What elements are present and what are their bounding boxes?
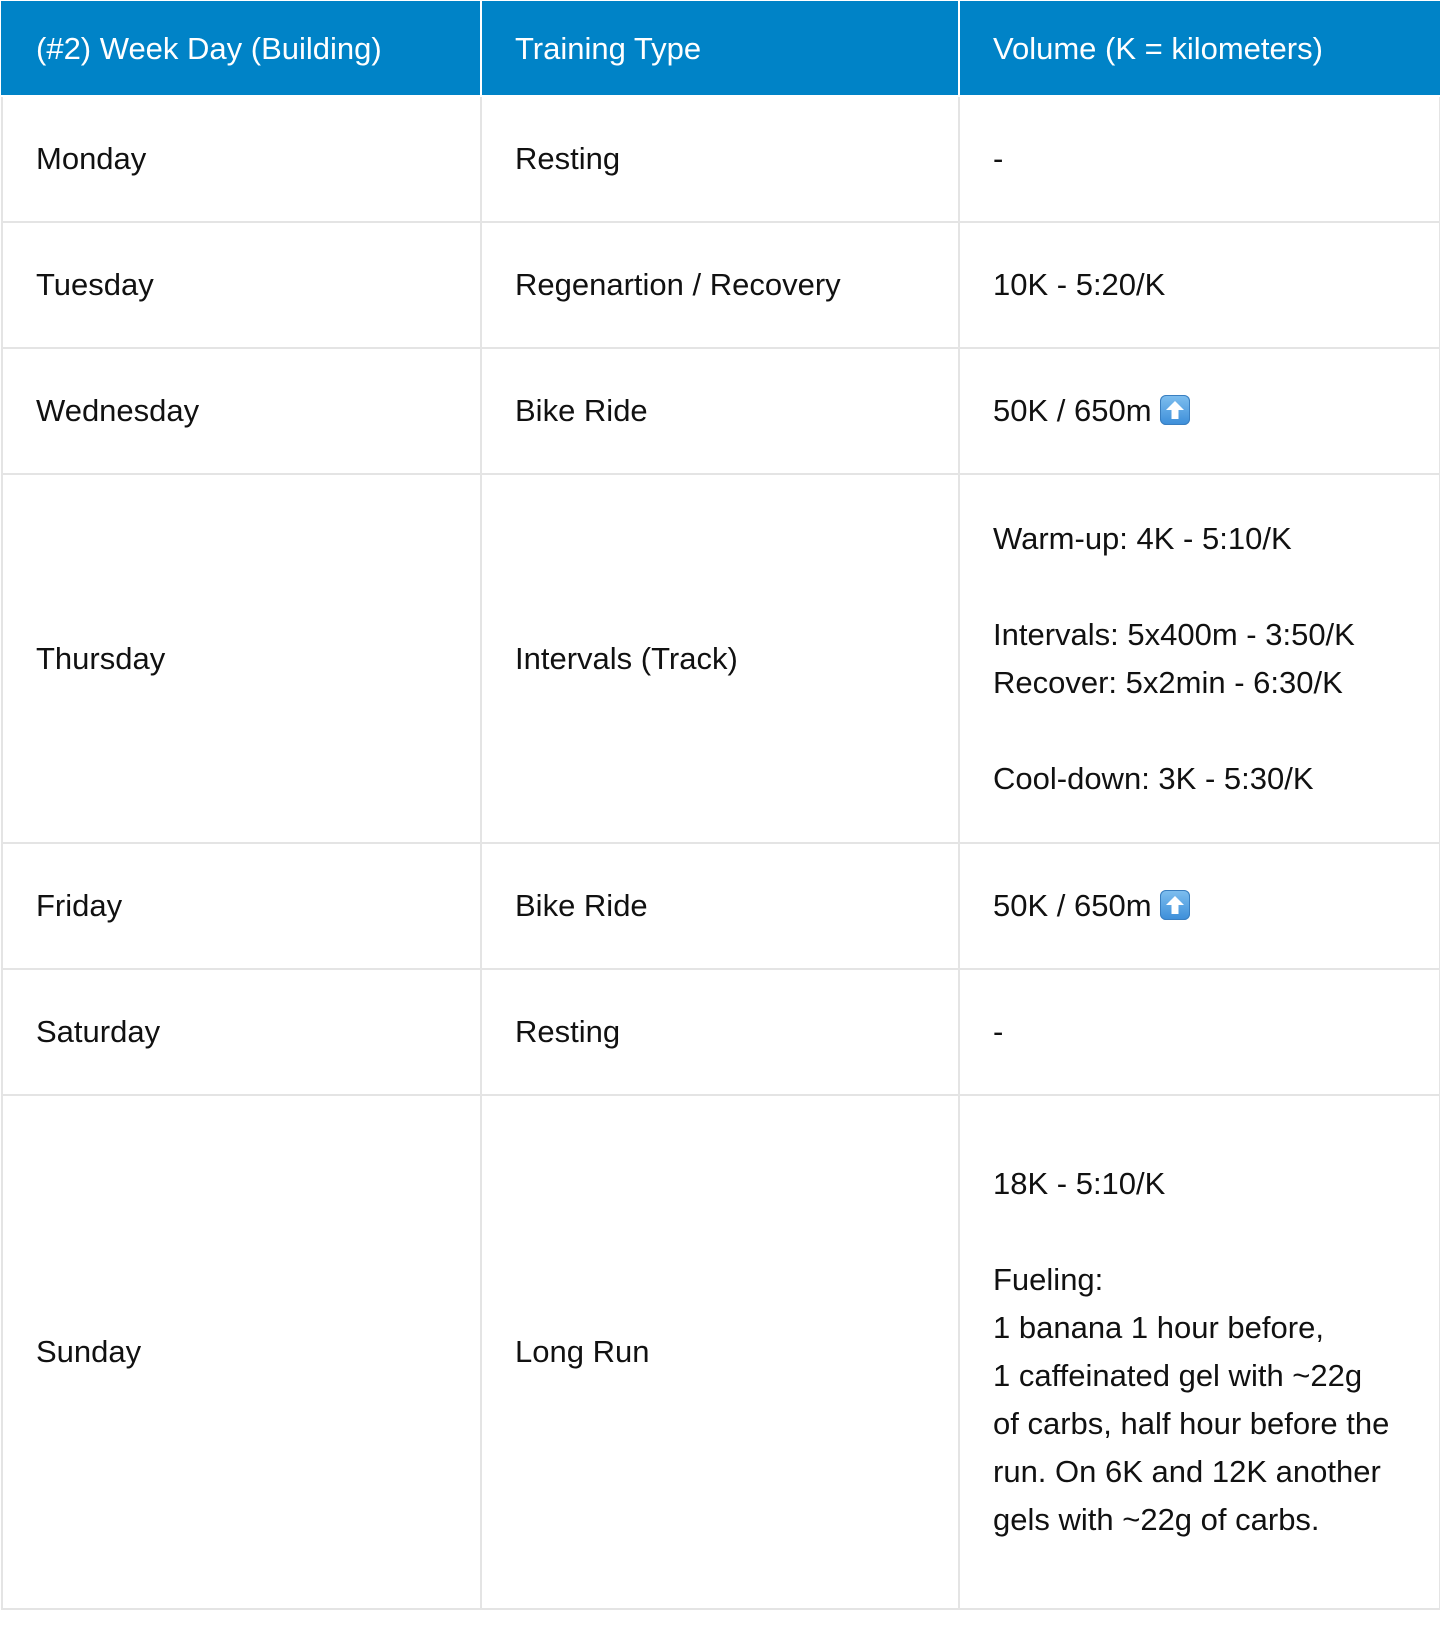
table-row-sunday xyxy=(2,1095,1440,1609)
volume-line: 1 banana 1 hour before, xyxy=(993,1310,1324,1345)
volume-cell xyxy=(959,969,1440,1095)
volume-line: Warm-up: 4K - 5:10/K xyxy=(993,520,1292,556)
type-cell: Resting xyxy=(481,969,959,1095)
table-header xyxy=(2,2,1440,96)
volume-line: run. On 6K and 12K another xyxy=(993,1454,1381,1489)
volume-line: Intervals: 5x400m - 3:50/K xyxy=(993,616,1355,652)
volume-cell xyxy=(959,1095,1440,1609)
volume-cell xyxy=(959,474,1440,843)
type-cell: Intervals (Track) xyxy=(481,474,959,843)
volume-line: 18K - 5:10/K xyxy=(993,1166,1166,1201)
up-arrow-icon xyxy=(1160,395,1190,425)
day-cell: Friday xyxy=(2,843,481,969)
header-volume: Volume (K = kilometers) xyxy=(959,2,1440,96)
volume-line: Cool-down: 3K - 5:30/K xyxy=(993,760,1314,796)
volume-cell xyxy=(959,222,1440,348)
volume-cell xyxy=(959,96,1440,222)
volume-cell xyxy=(959,843,1440,969)
table-row-monday xyxy=(2,96,1440,222)
table-row-saturday xyxy=(2,969,1440,1095)
volume-line: gels with ~22g of carbs. xyxy=(993,1502,1320,1537)
table-row-tuesday xyxy=(2,222,1440,348)
volume-line: 50K / 650m xyxy=(993,888,1152,923)
volume-line: Recover: 5x2min - 6:30/K xyxy=(993,664,1343,700)
volume-line: - xyxy=(993,141,1004,176)
training-plan-table xyxy=(1,1,1440,1610)
day-cell: Saturday xyxy=(2,969,481,1095)
type-cell: Bike Ride xyxy=(481,348,959,474)
table-row-wednesday xyxy=(2,348,1440,474)
volume-line: 1 caffeinated gel with ~22g xyxy=(993,1358,1363,1393)
volume-cell xyxy=(959,348,1440,474)
type-cell: Resting xyxy=(481,96,959,222)
table-body xyxy=(2,96,1440,1609)
type-cell: Long Run xyxy=(481,1095,959,1609)
up-arrow-icon xyxy=(1160,890,1190,920)
volume-line: - xyxy=(993,1014,1004,1049)
day-cell: Monday xyxy=(2,96,481,222)
volume-line: Fueling: xyxy=(993,1262,1104,1297)
volume-blank-line xyxy=(993,1208,1439,1256)
header-week-day: (#2) Week Day (Building) xyxy=(2,2,481,96)
volume-blank-line xyxy=(993,707,1439,755)
type-cell: Bike Ride xyxy=(481,843,959,969)
table-row-friday xyxy=(2,843,1440,969)
volume-line: 10K - 5:20/K xyxy=(993,267,1166,302)
day-cell: Tuesday xyxy=(2,222,481,348)
volume-line: 50K / 650m xyxy=(993,393,1152,428)
day-cell: Sunday xyxy=(2,1095,481,1609)
volume-blank-line xyxy=(993,563,1439,611)
type-cell: Regenartion / Recovery xyxy=(481,222,959,348)
volume-line: of carbs, half hour before the xyxy=(993,1406,1390,1441)
day-cell: Wednesday xyxy=(2,348,481,474)
header-training-type: Training Type xyxy=(481,2,959,96)
table-row-thursday xyxy=(2,474,1440,843)
day-cell: Thursday xyxy=(2,474,481,843)
